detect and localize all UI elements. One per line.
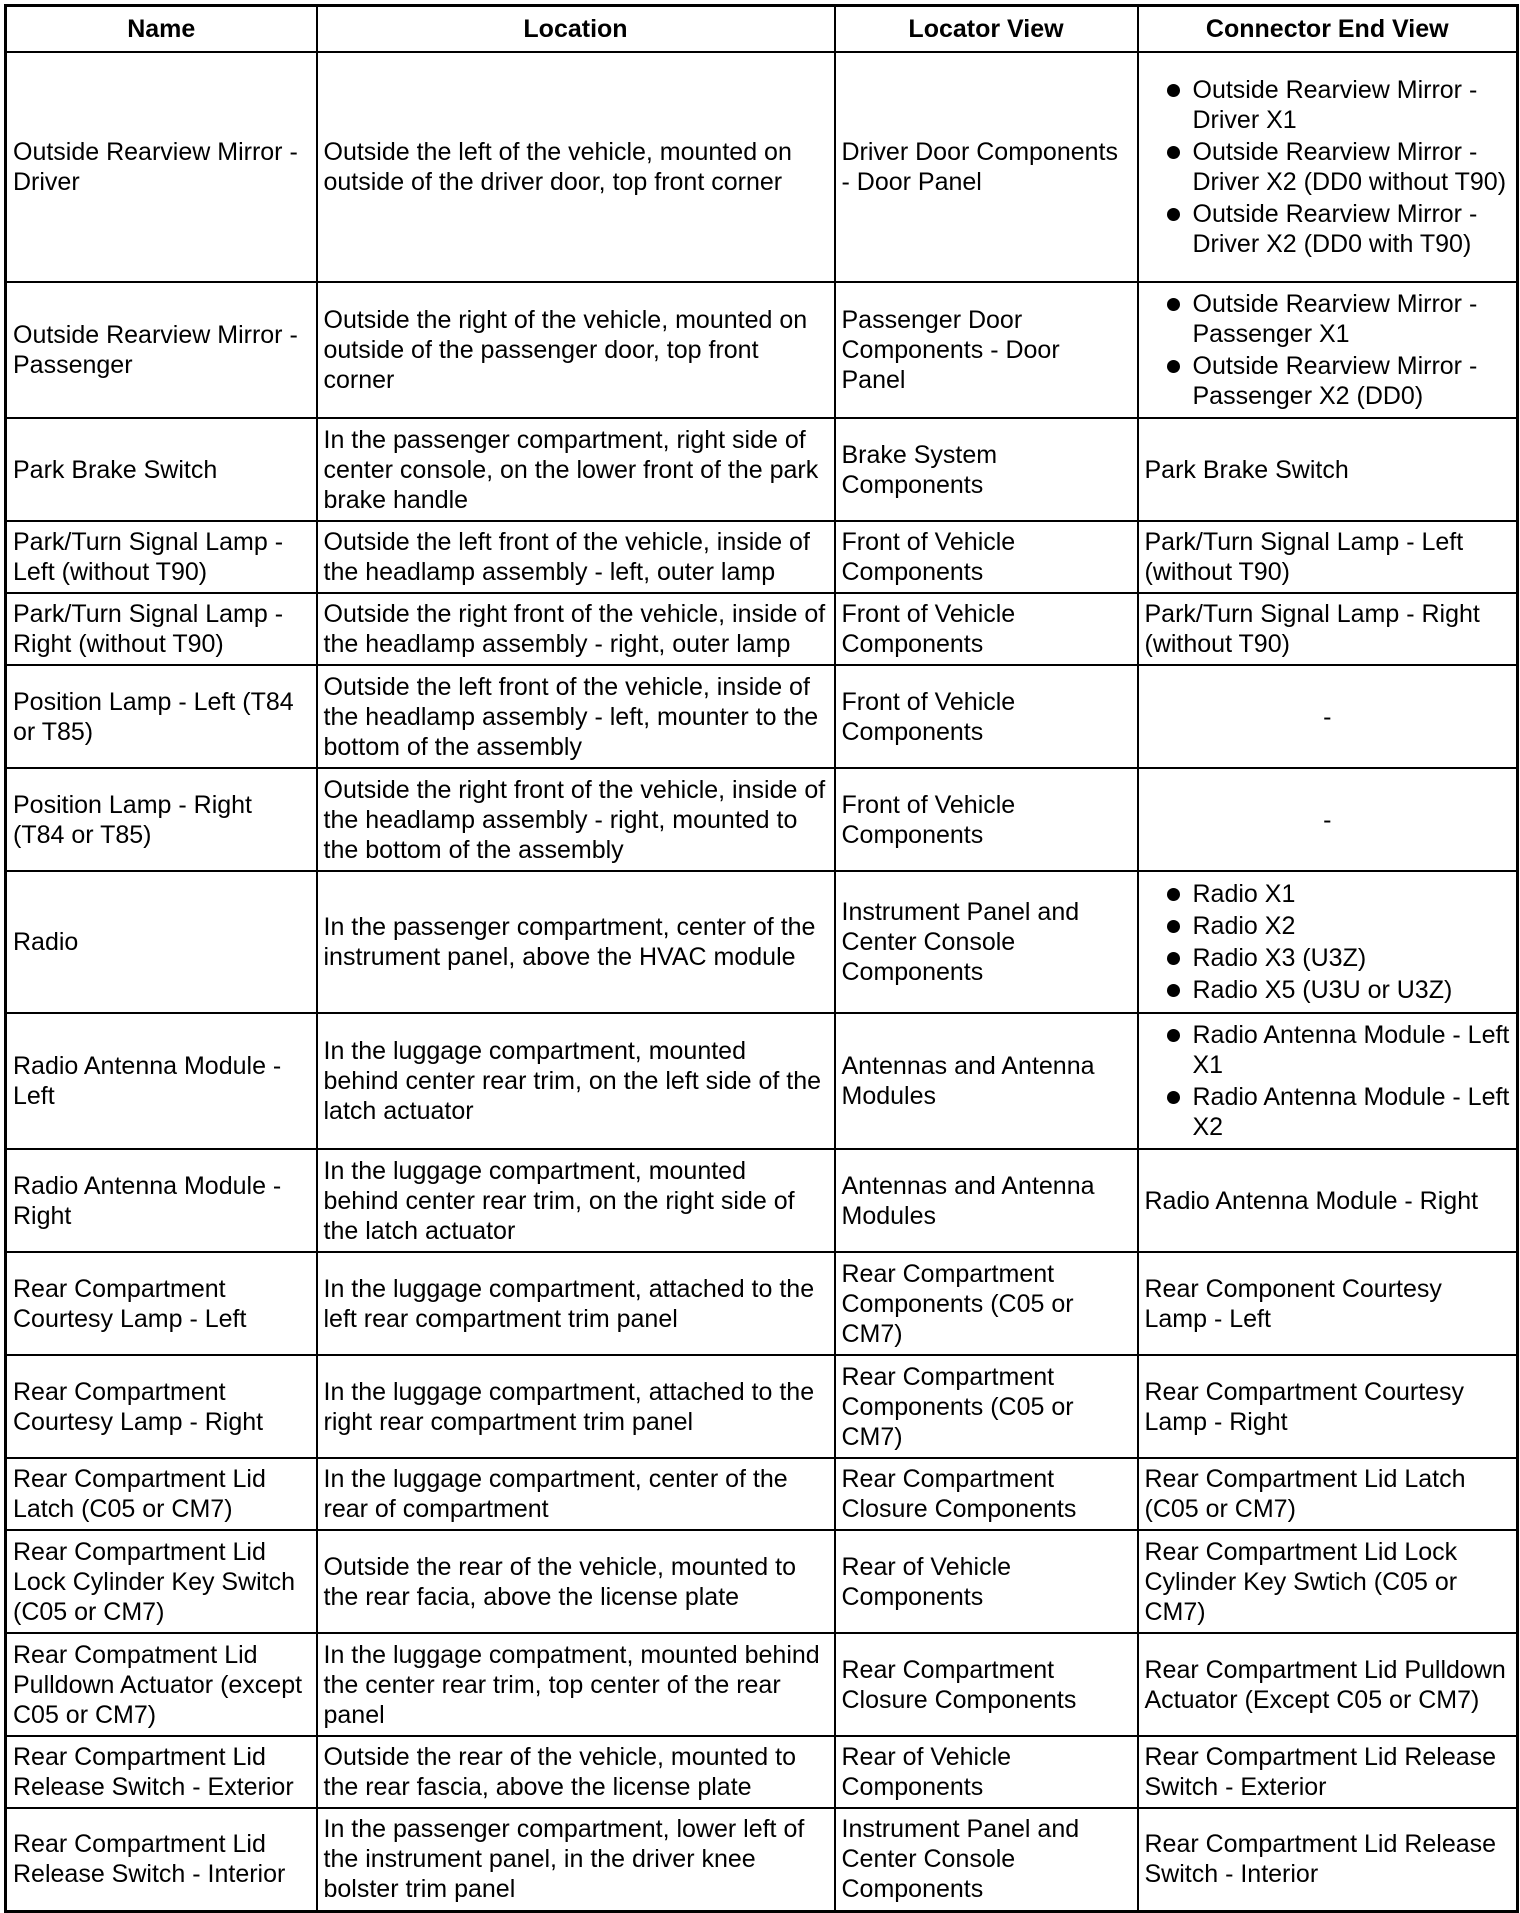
connector-list bbox=[1145, 75, 1511, 259]
table-row bbox=[6, 1458, 1518, 1530]
cell-location: Outside the left of the vehicle, mounted on outside of the driver door, top front corner bbox=[317, 52, 835, 282]
cell-connector-end-view: Park/Turn Signal Lamp - Right (without T90) bbox=[1138, 593, 1518, 665]
table-row bbox=[6, 1633, 1518, 1736]
cell-connector-end-view: Rear Compartment Lid Pulldown Actuator (Except C05 or CM7) bbox=[1138, 1633, 1518, 1736]
cell-name: Park/Turn Signal Lamp - Left (without T90) bbox=[6, 521, 317, 593]
cell-name: Park Brake Switch bbox=[6, 418, 317, 521]
cell-name: Radio Antenna Module - Left bbox=[6, 1013, 317, 1149]
table-row bbox=[6, 1252, 1518, 1355]
component-locator-table-container bbox=[4, 4, 1516, 1913]
cell-locator-view: Antennas and Antenna Modules bbox=[835, 1149, 1138, 1252]
cell-location: In the passenger compartment, center of the instrument panel, above the HVAC module bbox=[317, 871, 835, 1013]
cell-location: In the passenger compartment, lower left of the instrument panel, in the driver knee bolster trim panel bbox=[317, 1808, 835, 1911]
bullet-icon bbox=[1167, 920, 1180, 933]
header-location: Location bbox=[317, 6, 835, 53]
bullet-icon bbox=[1167, 208, 1180, 221]
connector-list bbox=[1145, 879, 1511, 1005]
cell-name: Rear Compartment Courtesy Lamp - Right bbox=[6, 1355, 317, 1458]
connector-list-item bbox=[1145, 289, 1511, 349]
table-row bbox=[6, 593, 1518, 665]
component-locator-table bbox=[4, 4, 1519, 1913]
table-row bbox=[6, 52, 1518, 282]
table-row bbox=[6, 282, 1518, 418]
bullet-icon bbox=[1167, 298, 1180, 311]
cell-location: In the passenger compartment, right side of center console, on the lower front of the park brake handle bbox=[317, 418, 835, 521]
cell-location: In the luggage compartment, mounted behind center rear trim, on the left side of the latch actuator bbox=[317, 1013, 835, 1149]
cell-location: In the luggage compartment, attached to the right rear compartment trim panel bbox=[317, 1355, 835, 1458]
cell-locator-view: Rear of Vehicle Components bbox=[835, 1736, 1138, 1808]
cell-name: Rear Compartment Lid Release Switch - Exterior bbox=[6, 1736, 317, 1808]
cell-connector-end-view: Rear Compartment Lid Lock Cylinder Key Swtich (C05 or CM7) bbox=[1138, 1530, 1518, 1633]
table-row bbox=[6, 871, 1518, 1013]
cell-name: Rear Compatment Lid Pulldown Actuator (except C05 or CM7) bbox=[6, 1633, 317, 1736]
cell-locator-view: Passenger Door Components - Door Panel bbox=[835, 282, 1138, 418]
connector-list-item bbox=[1145, 75, 1511, 135]
connector-label: Radio Antenna Module - Left X2 bbox=[1192, 1083, 1510, 1141]
cell-connector-end-view: Rear Compartment Lid Latch (C05 or CM7) bbox=[1138, 1458, 1518, 1530]
bullet-icon bbox=[1167, 952, 1180, 965]
connector-list bbox=[1145, 1020, 1511, 1142]
cell-location: In the luggage compartment, attached to the left rear compartment trim panel bbox=[317, 1252, 835, 1355]
connector-list-item bbox=[1145, 137, 1511, 197]
connector-label: Radio X5 (U3U or U3Z) bbox=[1192, 976, 1453, 1004]
table-row bbox=[6, 665, 1518, 768]
cell-location: Outside the right of the vehicle, mounted on outside of the passenger door, top front corner bbox=[317, 282, 835, 418]
cell-locator-view: Brake System Components bbox=[835, 418, 1138, 521]
cell-location: In the luggage compatment, mounted behind the center rear trim, top center of the rear panel bbox=[317, 1633, 835, 1736]
cell-name: Park/Turn Signal Lamp - Right (without T90) bbox=[6, 593, 317, 665]
header-locator-view: Locator View bbox=[835, 6, 1138, 53]
bullet-icon bbox=[1167, 984, 1180, 997]
cell-location: Outside the right front of the vehicle, inside of the headlamp assembly - right, outer lamp bbox=[317, 593, 835, 665]
connector-list-item bbox=[1145, 911, 1511, 941]
cell-name: Position Lamp - Left (T84 or T85) bbox=[6, 665, 317, 768]
table-row bbox=[6, 768, 1518, 871]
connector-list-item bbox=[1145, 199, 1511, 259]
connector-label: Outside Rearview Mirror - Driver X1 bbox=[1192, 76, 1478, 134]
connector-list-item bbox=[1145, 1082, 1511, 1142]
connector-list-item bbox=[1145, 1020, 1511, 1080]
cell-location: Outside the rear of the vehicle, mounted to the rear facia, above the license plate bbox=[317, 1530, 835, 1633]
bullet-icon bbox=[1167, 360, 1180, 373]
connector-list-item bbox=[1145, 351, 1511, 411]
cell-connector-end-view: - bbox=[1138, 768, 1518, 871]
cell-name: Outside Rearview Mirror - Driver bbox=[6, 52, 317, 282]
cell-connector-end-view: Rear Compartment Lid Release Switch - Interior bbox=[1138, 1808, 1518, 1911]
header-name: Name bbox=[6, 6, 317, 53]
connector-label: Radio X2 bbox=[1192, 912, 1296, 940]
cell-name: Rear Compartment Lid Latch (C05 or CM7) bbox=[6, 1458, 317, 1530]
cell-connector-end-view bbox=[1138, 1013, 1518, 1149]
bullet-icon bbox=[1167, 1091, 1180, 1104]
cell-locator-view: Instrument Panel and Center Console Components bbox=[835, 1808, 1138, 1911]
cell-locator-view: Instrument Panel and Center Console Components bbox=[835, 871, 1138, 1013]
cell-location: In the luggage compartment, center of the rear of compartment bbox=[317, 1458, 835, 1530]
cell-location: Outside the left front of the vehicle, inside of the headlamp assembly - left, outer lamp bbox=[317, 521, 835, 593]
table-row bbox=[6, 521, 1518, 593]
cell-locator-view: Front of Vehicle Components bbox=[835, 665, 1138, 768]
cell-name: Rear Compartment Lid Lock Cylinder Key Switch (C05 or CM7) bbox=[6, 1530, 317, 1633]
cell-connector-end-view bbox=[1138, 871, 1518, 1013]
cell-connector-end-view: Rear Compartment Lid Release Switch - Exterior bbox=[1138, 1736, 1518, 1808]
cell-location: Outside the right front of the vehicle, inside of the headlamp assembly - right, mounted to the bottom of the assembly bbox=[317, 768, 835, 871]
cell-location: Outside the left front of the vehicle, inside of the headlamp assembly - left, mounter to the bottom of the assembly bbox=[317, 665, 835, 768]
cell-connector-end-view: Rear Compartment Courtesy Lamp - Right bbox=[1138, 1355, 1518, 1458]
cell-locator-view: Driver Door Components - Door Panel bbox=[835, 52, 1138, 282]
connector-label: Radio Antenna Module - Left X1 bbox=[1192, 1021, 1510, 1079]
cell-connector-end-view: - bbox=[1138, 665, 1518, 768]
connector-label: Outside Rearview Mirror - Driver X2 (DD0 with T90) bbox=[1192, 200, 1478, 258]
cell-connector-end-view: Park Brake Switch bbox=[1138, 418, 1518, 521]
cell-locator-view: Rear Compartment Closure Components bbox=[835, 1633, 1138, 1736]
cell-connector-end-view bbox=[1138, 52, 1518, 282]
cell-name: Outside Rearview Mirror - Passenger bbox=[6, 282, 317, 418]
cell-locator-view: Rear of Vehicle Components bbox=[835, 1530, 1138, 1633]
table-row bbox=[6, 1355, 1518, 1458]
cell-locator-view: Antennas and Antenna Modules bbox=[835, 1013, 1138, 1149]
connector-label: Radio X1 bbox=[1192, 880, 1296, 908]
connector-list-item bbox=[1145, 879, 1511, 909]
cell-locator-view: Rear Compartment Components (C05 or CM7) bbox=[835, 1355, 1138, 1458]
cell-locator-view: Front of Vehicle Components bbox=[835, 768, 1138, 871]
table-row bbox=[6, 1530, 1518, 1633]
cell-name: Position Lamp - Right (T84 or T85) bbox=[6, 768, 317, 871]
cell-name: Rear Compartment Lid Release Switch - Interior bbox=[6, 1808, 317, 1911]
header-connector-end-view: Connector End View bbox=[1138, 6, 1518, 53]
table-row bbox=[6, 418, 1518, 521]
table-row bbox=[6, 1736, 1518, 1808]
connector-label: Outside Rearview Mirror - Passenger X2 (DD0) bbox=[1192, 352, 1478, 410]
table-row bbox=[6, 1013, 1518, 1149]
connector-list bbox=[1145, 289, 1511, 411]
connector-list-item bbox=[1145, 943, 1511, 973]
cell-location: In the luggage compartment, mounted behind center rear trim, on the right side of the latch actuator bbox=[317, 1149, 835, 1252]
cell-connector-end-view bbox=[1138, 282, 1518, 418]
cell-connector-end-view: Rear Component Courtesy Lamp - Left bbox=[1138, 1252, 1518, 1355]
header-row bbox=[6, 6, 1518, 53]
bullet-icon bbox=[1167, 84, 1180, 97]
connector-label: Outside Rearview Mirror - Driver X2 (DD0 without T90) bbox=[1192, 138, 1507, 196]
cell-location: Outside the rear of the vehicle, mounted to the rear fascia, above the license plate bbox=[317, 1736, 835, 1808]
cell-connector-end-view: Radio Antenna Module - Right bbox=[1138, 1149, 1518, 1252]
cell-connector-end-view: Park/Turn Signal Lamp - Left (without T90) bbox=[1138, 521, 1518, 593]
bullet-icon bbox=[1167, 1029, 1180, 1042]
connector-label: Radio X3 (U3Z) bbox=[1192, 944, 1367, 972]
bullet-icon bbox=[1167, 146, 1180, 159]
bullet-icon bbox=[1167, 888, 1180, 901]
cell-locator-view: Rear Compartment Components (C05 or CM7) bbox=[835, 1252, 1138, 1355]
cell-name: Radio Antenna Module - Right bbox=[6, 1149, 317, 1252]
table-row bbox=[6, 1149, 1518, 1252]
connector-label: Outside Rearview Mirror - Passenger X1 bbox=[1192, 290, 1478, 348]
cell-name: Radio bbox=[6, 871, 317, 1013]
cell-locator-view: Rear Compartment Closure Components bbox=[835, 1458, 1138, 1530]
connector-list-item bbox=[1145, 975, 1511, 1005]
cell-locator-view: Front of Vehicle Components bbox=[835, 593, 1138, 665]
cell-locator-view: Front of Vehicle Components bbox=[835, 521, 1138, 593]
table-body bbox=[6, 52, 1518, 1911]
cell-name: Rear Compartment Courtesy Lamp - Left bbox=[6, 1252, 317, 1355]
table-row bbox=[6, 1808, 1518, 1911]
